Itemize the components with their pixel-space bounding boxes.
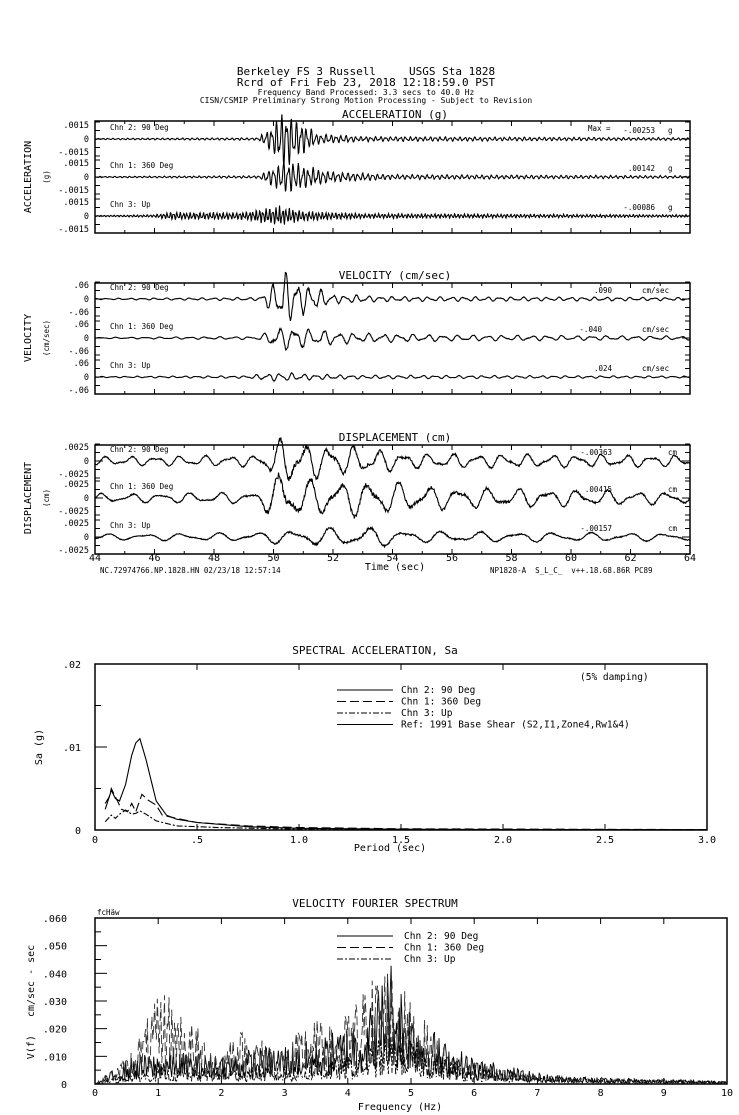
y-tick-label: -.0025 (58, 470, 89, 480)
peak-unit: g (668, 126, 673, 135)
time-tick-label: 58 (505, 553, 518, 564)
vel-ylabel: VELOCITY (23, 313, 34, 363)
fourier-legend-label: Chn 3: Up (404, 954, 456, 965)
fourier-x-tick-label: 8 (597, 1088, 604, 1099)
channel-label: Chn 3: Up (110, 521, 151, 530)
y-tick-label: .06 (73, 359, 89, 369)
band-text: Frequency Band Processed: 3.3 secs to 40.0 Hz (257, 88, 475, 97)
peak-value: -.00157 (580, 524, 612, 533)
fourier-title: VELOCITY FOURIER SPECTRUM (292, 897, 458, 910)
sa-x-tick-label: 0 (91, 835, 99, 846)
fourier-legend-label: Chn 1: 360 Deg (404, 942, 485, 954)
fourier-x-tick-label: 4 (344, 1088, 351, 1099)
fourier-corner-label: fcHäw (97, 908, 120, 917)
y-tick-label: -.06 (68, 347, 89, 357)
sa-legend-label: Chn 2: 90 Deg (401, 685, 476, 696)
trace-2-1 (95, 473, 690, 519)
time-tick-label: 56 (445, 553, 459, 564)
fourier-ylabel: V(f) cm/sec - sec (26, 944, 37, 1060)
chart-marks (43, 114, 733, 1099)
vel-yunit: (cm/sec) (42, 319, 51, 357)
sa-x-tick-label: 2.0 (493, 835, 513, 846)
time-xlabel: Time (sec) (364, 562, 426, 573)
sa-xlabel: Period (sec) (353, 843, 427, 854)
header (200, 65, 533, 105)
y-tick-label: -.0025 (58, 507, 89, 517)
fourier-x-tick-label: 1 (155, 1088, 162, 1099)
sa-legend-label: Chn 3: Up (401, 708, 453, 719)
y-tick-label: -.0015 (58, 148, 89, 158)
sa-series-1 (105, 789, 707, 830)
channel-label: Chn 2: 90 Deg (110, 123, 169, 132)
peak-value: .00142 (627, 164, 655, 173)
peak-unit: g (668, 203, 673, 212)
sa-title: SPECTRAL ACCELERATION, Sa (292, 644, 458, 657)
peak-unit: g (668, 164, 673, 173)
channel-label: Chn 1: 360 Deg (110, 482, 174, 491)
y-tick-label: 0 (83, 135, 89, 145)
fourier-x-tick-label: 3 (281, 1088, 288, 1099)
sa-y-tick-label: .01 (62, 743, 81, 754)
fourier-x-tick-label: 10 (720, 1088, 734, 1099)
peak-value: -.00363 (580, 448, 612, 457)
y-tick-label: .0015 (63, 121, 89, 131)
acc-title: ACCELERATION (g) (342, 108, 448, 121)
damping-note: (5% damping) (580, 672, 649, 683)
peak-unit: cm (668, 524, 678, 533)
peak-unit: cm (668, 448, 678, 457)
channel-label: Chn 2: 90 Deg (110, 283, 169, 292)
disp-title: DISPLACEMENT (cm) (338, 431, 452, 444)
y-tick-label: 0 (83, 173, 89, 183)
y-tick-label: .0025 (63, 480, 89, 490)
max-label: Max = (588, 124, 611, 133)
channel-label: Chn 3: Up (110, 361, 151, 370)
trace-0-2 (95, 206, 690, 225)
y-tick-label: -.0015 (58, 225, 89, 235)
y-tick-label: -.0015 (58, 186, 89, 196)
fourier-x-tick-label: 6 (471, 1088, 478, 1099)
peak-unit: cm/sec (642, 364, 670, 373)
y-tick-label: 0 (83, 457, 89, 467)
fourier-xlabel: Frequency (Hz) (357, 1102, 443, 1113)
sa-series-0 (105, 739, 707, 830)
acc-ylabel: ACCELERATION (23, 140, 34, 214)
channel-label: Chn 3: Up (110, 200, 151, 209)
peak-value: .090 (593, 286, 612, 295)
fourier-y-tick-label: 0 (60, 1080, 67, 1091)
fourier-x-tick-label: 5 (407, 1088, 415, 1099)
record-title: Rcrd of Fri Feb 23, 2018 12:18:59.0 PST (236, 76, 496, 89)
y-tick-label: -.06 (68, 308, 89, 318)
fourier-legend-label: Chn 2: 90 Deg (404, 931, 479, 942)
sa-x-tick-label: 1.5 (391, 835, 411, 846)
notice-text: CISN/CSMIP Preliminary Strong Motion Processing - Subject to Revision (199, 96, 533, 105)
y-tick-label: 0 (83, 334, 89, 344)
y-tick-label: .0025 (63, 443, 89, 453)
trace-0-1 (95, 161, 690, 191)
y-tick-label: 0 (83, 494, 89, 504)
y-tick-label: .06 (73, 281, 89, 291)
vel-title: VELOCITY (cm/sec) (338, 269, 452, 282)
fourier-y-tick-label: .040 (42, 969, 67, 981)
channel-label: Chn 2: 90 Deg (110, 445, 169, 454)
disp-yunit: (cm) (42, 488, 51, 508)
fourier-y-tick-label: .010 (42, 1052, 67, 1064)
sa-y-tick-label: 0 (74, 826, 81, 837)
time-tick-label: 44 (88, 553, 102, 564)
trace-1-2 (95, 373, 690, 382)
y-tick-label: .0015 (63, 159, 89, 169)
fourier-x-tick-label: 7 (534, 1088, 541, 1099)
fourier-series-0 (95, 966, 727, 1084)
sa-legend-label: Ref: 1991 Base Shear (S2,I1,Zone4,Rw1&4) (401, 719, 630, 731)
y-tick-label: -.0025 (58, 546, 89, 556)
channel-label: Chn 1: 360 Deg (110, 161, 174, 170)
time-tick-label: 48 (207, 553, 221, 564)
fourier-y-tick-label: .050 (42, 941, 67, 953)
sa-x-tick-label: 1.0 (289, 835, 309, 846)
footer-right: NP1828-A S_L_C_ v++.18.68.86R PC89 (490, 566, 653, 575)
footer-left: NC.72974766.NP.1828.HN 02/23/18 12:57:14 (100, 566, 281, 575)
peak-value: .024 (593, 364, 612, 373)
sa-ylabel: Sa (g) (34, 728, 45, 766)
peak-value: -.00253 (623, 126, 655, 135)
y-tick-label: 0 (83, 533, 89, 543)
y-tick-label: -.06 (68, 386, 89, 396)
sa-x-tick-label: 2.5 (595, 835, 615, 846)
time-tick-label: 60 (564, 553, 578, 564)
y-tick-label: .0015 (63, 198, 89, 208)
peak-value: -.00086 (623, 203, 655, 212)
sa-x-tick-label: .5 (190, 835, 204, 846)
fourier-y-tick-label: .030 (42, 997, 67, 1008)
disp-ylabel: DISPLACEMENT (23, 461, 34, 535)
peak-unit: cm (668, 485, 678, 494)
time-tick-label: 64 (683, 553, 697, 564)
fourier-x-tick-label: 9 (660, 1088, 667, 1099)
time-tick-label: 62 (624, 553, 637, 564)
time-tick-label: 54 (386, 553, 399, 564)
sa-x-tick-label: 3.0 (697, 835, 717, 846)
fourier-y-tick-label: .060 (42, 914, 67, 925)
time-tick-label: 46 (148, 553, 161, 564)
peak-unit: cm/sec (642, 286, 670, 295)
y-tick-label: 0 (83, 373, 89, 383)
sa-y-tick-label: .02 (62, 660, 81, 671)
sa-legend-label: Chn 1: 360 Deg (401, 696, 482, 708)
y-tick-label: .06 (73, 320, 89, 330)
peak-unit: cm/sec (642, 325, 670, 334)
y-tick-label: 0 (83, 295, 89, 305)
fourier-series-1 (95, 972, 727, 1084)
peak-value: .00415 (584, 485, 612, 494)
y-tick-label: 0 (83, 212, 89, 222)
fourier-x-tick-label: 0 (91, 1088, 99, 1099)
fourier-x-tick-label: 2 (218, 1088, 225, 1099)
time-tick-label: 50 (267, 553, 280, 564)
time-tick-label: 52 (326, 553, 340, 564)
fourier-y-tick-label: .020 (42, 1024, 67, 1036)
station-title: Berkeley FS 3 Russell USGS Sta 1828 (236, 65, 496, 78)
channel-label: Chn 1: 360 Deg (110, 322, 174, 331)
sa-series-2 (105, 810, 707, 830)
acc-yunit: (g) (42, 170, 51, 184)
peak-value: -.040 (579, 325, 602, 334)
y-tick-label: .0025 (63, 519, 89, 529)
